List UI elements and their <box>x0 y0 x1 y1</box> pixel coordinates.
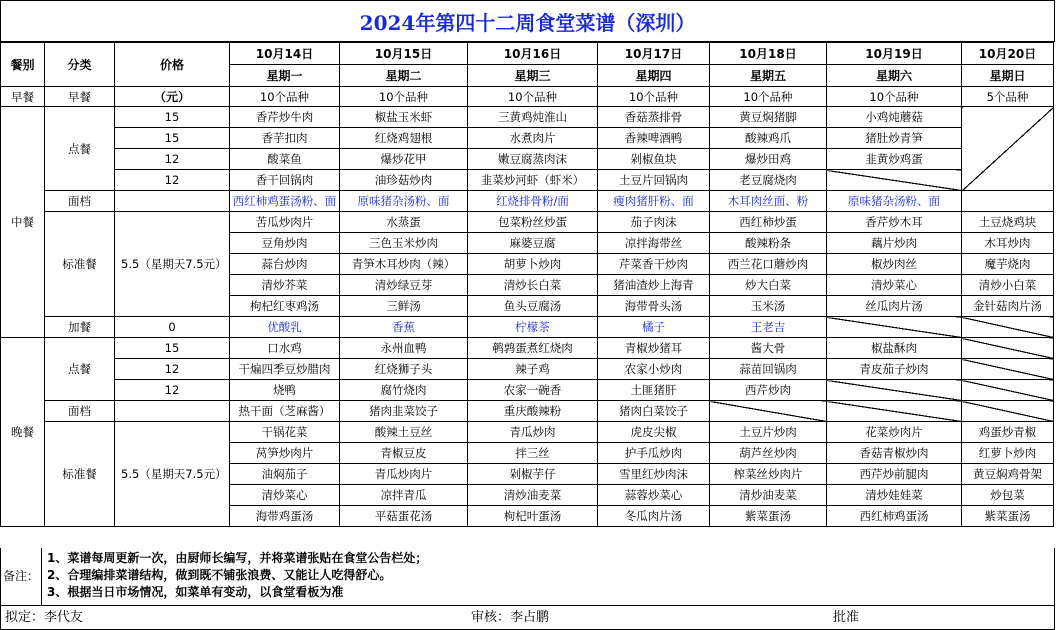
approved-by: 批准 <box>833 610 860 625</box>
dish-cell: 海带骨头汤 <box>598 296 710 317</box>
dish-cell: 清炒油麦菜 <box>710 485 827 506</box>
page-title: 2024年第四十二周食堂菜谱（深圳） <box>0 0 1055 42</box>
dish-cell: 土豆片回锅肉 <box>598 170 710 191</box>
dish-cell: 酱大骨 <box>710 338 827 359</box>
dish-cell: 三黄鸡炖淮山 <box>468 107 598 128</box>
noodle-dish: 热干面（芝麻酱） <box>230 401 340 422</box>
empty-slash <box>827 170 962 191</box>
dish-cell: 红烧鸡翅根 <box>340 128 468 149</box>
dish-cell: 香菇青椒炒肉 <box>827 443 962 464</box>
dish-cell: 鹌鹑蛋煮红烧肉 <box>468 338 598 359</box>
header-weekday: 星期日 <box>962 65 1054 87</box>
dish-cell: 枸杞叶蛋汤 <box>468 506 598 527</box>
dish-cell: 凉拌青瓜 <box>340 485 468 506</box>
dish-cell: 红萝卜炒肉 <box>962 443 1054 464</box>
meal-dinner: 晚餐 <box>1 338 45 527</box>
dish-cell: 木耳炒肉 <box>962 233 1054 254</box>
dish-cell: 黄豆焖鸡骨架 <box>962 464 1054 485</box>
dish-cell: 嫩豆腐蒸肉沫 <box>468 149 598 170</box>
dish-cell: 老豆腐烧肉 <box>710 170 827 191</box>
dish-cell: 清炒菜心 <box>827 275 962 296</box>
dish-cell: 土匪猪肝 <box>598 380 710 401</box>
dish-cell: 西芹炒前腿肉 <box>827 464 962 485</box>
breakfast-item: 10个品种 <box>468 87 598 107</box>
dish-cell: 农家小炒肉 <box>598 359 710 380</box>
empty-slash <box>962 107 1054 191</box>
dish-cell: 炒包菜 <box>962 485 1054 506</box>
header-date: 10月15日 <box>340 43 468 65</box>
empty-slash <box>827 401 962 422</box>
header-meal: 餐别 <box>1 43 45 87</box>
dish-cell: 清炒油麦菜 <box>468 485 598 506</box>
dish-cell: 包菜粉丝炒蛋 <box>468 212 598 233</box>
noodle-dish: 猪肉白菜饺子 <box>598 401 710 422</box>
meal-breakfast: 早餐 <box>1 87 45 107</box>
header-weekday: 星期二 <box>340 65 468 87</box>
empty-slash <box>710 401 827 422</box>
price-cell <box>115 191 230 212</box>
dish-cell: 椒炒肉丝 <box>827 254 962 275</box>
empty-slash <box>827 380 962 401</box>
dish-cell: 莴笋炒肉片 <box>230 443 340 464</box>
dish-cell: 金针菇肉片汤 <box>962 296 1054 317</box>
dish-cell: 椒盐酥肉 <box>827 338 962 359</box>
dish-cell: 青笋木耳炒肉（辣） <box>340 254 468 275</box>
dish-cell: 雪里红炒肉沫 <box>598 464 710 485</box>
dish-cell: 紫菜蛋汤 <box>710 506 827 527</box>
dish-cell: 香芹炒牛肉 <box>230 107 340 128</box>
breakfast-item: 5个品种 <box>962 87 1054 107</box>
dish-cell: 剁椒鱼块 <box>598 149 710 170</box>
dish-cell: 鱼头豆腐汤 <box>468 296 598 317</box>
note-line: 2、合理编排菜谱结构，做到既不铺张浪费、又能让人吃得舒心。 <box>47 568 392 582</box>
notes-label: 备注： <box>1 548 42 605</box>
notes-box <box>0 548 1055 606</box>
dish-cell: 鸡蛋炒青椒 <box>962 422 1054 443</box>
category-breakfast: 早餐 <box>45 87 115 107</box>
dish-cell: 青瓜炒肉片 <box>340 464 468 485</box>
reviewed-by: 审核：李占鹏 <box>471 610 550 625</box>
breakfast-item: 10个品种 <box>598 87 710 107</box>
noodle-dish: 瘦肉猪肝粉、面 <box>598 191 710 212</box>
price-cell: 12 <box>115 149 230 170</box>
dish-cell: 西红柿鸡蛋汤 <box>827 506 962 527</box>
price-cell <box>115 401 230 422</box>
dish-cell: 冬瓜肉片汤 <box>598 506 710 527</box>
dish-cell: 清炒芥菜 <box>230 275 340 296</box>
empty-slash <box>962 359 1054 380</box>
dish-cell: 花菜炒肉片 <box>827 422 962 443</box>
empty-slash <box>962 338 1054 359</box>
noodle-dish: 西红柿鸡蛋汤粉、面 <box>230 191 340 212</box>
dish-cell: 土豆烧鸡块 <box>962 212 1054 233</box>
dish-cell: 虎皮尖椒 <box>598 422 710 443</box>
category-order: 点餐 <box>45 107 115 191</box>
dish-cell: 农家一碗香 <box>468 380 598 401</box>
dish-cell: 猪肚炒青笋 <box>827 128 962 149</box>
extra-item: 王老吉 <box>710 317 827 338</box>
dish-cell: 烧鸭 <box>230 380 340 401</box>
dish-cell: 玉米汤 <box>710 296 827 317</box>
dish-cell: 香辣啤酒鸭 <box>598 128 710 149</box>
header-category: 分类 <box>45 43 115 87</box>
dish-cell: 永州血鸭 <box>340 338 468 359</box>
dish-cell: 酸辣鸡爪 <box>710 128 827 149</box>
breakfast-item: 10个品种 <box>230 87 340 107</box>
standard-price: 5.5（星期天7.5元） <box>115 212 230 317</box>
dish-cell: 西兰花口蘑炒肉 <box>710 254 827 275</box>
dish-cell: 香芹炒木耳 <box>827 212 962 233</box>
header-date: 10月17日 <box>598 43 710 65</box>
dish-cell: 小鸡炖蘑菇 <box>827 107 962 128</box>
dish-cell: 口水鸡 <box>230 338 340 359</box>
dish-cell: 油珍菇炒肉 <box>340 170 468 191</box>
noodle-dish: 红烧排骨粉/面 <box>468 191 598 212</box>
dish-cell: 西芹炒肉 <box>710 380 827 401</box>
dish-cell: 三鲜汤 <box>340 296 468 317</box>
breakfast-item: 10个品种 <box>710 87 827 107</box>
dish-cell: 榨菜丝炒肉片 <box>710 464 827 485</box>
dish-cell: 拌三丝 <box>468 443 598 464</box>
dish-cell: 青椒炒猪耳 <box>598 338 710 359</box>
dish-cell: 剁椒芋仔 <box>468 464 598 485</box>
dish-cell: 油焖茄子 <box>230 464 340 485</box>
dish-cell: 海带鸡蛋汤 <box>230 506 340 527</box>
dish-cell: 清炒菜心 <box>230 485 340 506</box>
header-weekday: 星期六 <box>827 65 962 87</box>
price-unit: （元） <box>115 87 230 107</box>
empty-slash <box>962 401 1054 422</box>
dish-cell: 葫芦丝炒肉 <box>710 443 827 464</box>
signature-bar <box>0 606 1055 630</box>
category-standard: 标准餐 <box>45 422 115 527</box>
standard-price: 5.5（星期天7.5元） <box>115 422 230 527</box>
header-weekday: 星期四 <box>598 65 710 87</box>
noodle-dish: 木耳肉丝面、粉 <box>710 191 827 212</box>
dish-cell: 辣子鸡 <box>468 359 598 380</box>
dish-cell: 胡萝卜炒肉 <box>468 254 598 275</box>
dish-cell: 土豆片炒肉 <box>710 422 827 443</box>
dish-cell: 干锅花菜 <box>230 422 340 443</box>
dish-cell: 西红柿炒蛋 <box>710 212 827 233</box>
category-noodle: 面档 <box>45 401 115 422</box>
price-cell: 12 <box>115 359 230 380</box>
header-date: 10月20日 <box>962 43 1054 65</box>
price-cell: 12 <box>115 380 230 401</box>
dish-cell: 凉拌海带丝 <box>598 233 710 254</box>
noodle-dish: 重庆酸辣粉 <box>468 401 598 422</box>
dish-cell: 酸辣土豆丝 <box>340 422 468 443</box>
header-weekday: 星期三 <box>468 65 598 87</box>
breakfast-item: 10个品种 <box>827 87 962 107</box>
extra-item: 优酸乳 <box>230 317 340 338</box>
dish-cell: 炒大白菜 <box>710 275 827 296</box>
dish-cell: 清炒绿豆芽 <box>340 275 468 296</box>
dish-cell: 酸辣粉条 <box>710 233 827 254</box>
extra-item: 香蕉 <box>340 317 468 338</box>
header-weekday: 星期一 <box>230 65 340 87</box>
dish-cell: 芹菜香干炒肉 <box>598 254 710 275</box>
header-weekday: 星期五 <box>710 65 827 87</box>
dish-cell: 紫菜蛋汤 <box>962 506 1054 527</box>
header-price: 价格 <box>115 43 230 87</box>
dish-cell: 爆炒花甲 <box>340 149 468 170</box>
drafted-by: 拟定：李代友 <box>5 610 84 625</box>
dish-cell: 香菇蒸排骨 <box>598 107 710 128</box>
dish-cell: 蒜苗回锅肉 <box>710 359 827 380</box>
dish-cell: 香芋扣肉 <box>230 128 340 149</box>
noodle-dish: 原味猪杂汤粉、面 <box>827 191 962 212</box>
note-line: 1、菜谱每周更新一次，由厨师长编写，并将菜谱张贴在食堂公告栏处； <box>47 551 428 565</box>
dish-cell: 椒盐玉米虾 <box>340 107 468 128</box>
price-cell: 15 <box>115 128 230 149</box>
dish-cell: 红烧狮子头 <box>340 359 468 380</box>
dish-cell: 枸杞红枣鸡汤 <box>230 296 340 317</box>
dish-cell: 丝瓜肉片汤 <box>827 296 962 317</box>
category-standard: 标准餐 <box>45 212 115 317</box>
dish-cell: 爆炒田鸡 <box>710 149 827 170</box>
noodle-dish: 原味猪杂汤粉、面 <box>340 191 468 212</box>
dish-cell: 香干回锅肉 <box>230 170 340 191</box>
price-cell: 15 <box>115 107 230 128</box>
header-date: 10月16日 <box>468 43 598 65</box>
dish-cell: 护手瓜炒肉 <box>598 443 710 464</box>
dish-cell: 腐竹烧肉 <box>340 380 468 401</box>
dish-cell: 青椒豆皮 <box>340 443 468 464</box>
dish-cell: 三色玉米炒肉 <box>340 233 468 254</box>
empty-slash <box>962 380 1054 401</box>
category-noodle: 面档 <box>45 191 115 212</box>
dish-cell: 猪油渣炒上海青 <box>598 275 710 296</box>
dish-cell: 平菇蛋花汤 <box>340 506 468 527</box>
dish-cell: 黄豆焖猪脚 <box>710 107 827 128</box>
extra-item: 橘子 <box>598 317 710 338</box>
dish-cell: 茄子肉沫 <box>598 212 710 233</box>
dish-cell: 清炒小白菜 <box>962 275 1054 296</box>
price-cell: 0 <box>115 317 230 338</box>
dish-cell: 清炒娃娃菜 <box>827 485 962 506</box>
dish-cell: 豆角炒肉 <box>230 233 340 254</box>
empty-cell <box>962 191 1054 212</box>
dish-cell: 水煮肉片 <box>468 128 598 149</box>
dish-cell: 苦瓜炒肉片 <box>230 212 340 233</box>
dish-cell: 魔芋烧肉 <box>962 254 1054 275</box>
dish-cell: 青瓜炒肉 <box>468 422 598 443</box>
dish-cell: 蒜台炒肉 <box>230 254 340 275</box>
category-order: 点餐 <box>45 338 115 401</box>
dish-cell: 藕片炒肉 <box>827 233 962 254</box>
menu-table <box>0 42 1054 527</box>
header-date: 10月19日 <box>827 43 962 65</box>
dish-cell: 蒜蓉炒菜心 <box>598 485 710 506</box>
price-cell: 15 <box>115 338 230 359</box>
meal-lunch: 中餐 <box>1 107 45 338</box>
extra-item: 柠檬茶 <box>468 317 598 338</box>
dish-cell: 清炒长白菜 <box>468 275 598 296</box>
note-line: 3、根据当日市场情况，如菜单有变动，以食堂看板为准 <box>47 585 344 599</box>
empty-slash <box>827 317 962 338</box>
header-date: 10月18日 <box>710 43 827 65</box>
breakfast-item: 10个品种 <box>340 87 468 107</box>
dish-cell: 韭菜炒河虾（虾米） <box>468 170 598 191</box>
empty-slash <box>962 317 1054 338</box>
dish-cell: 水蒸蛋 <box>340 212 468 233</box>
dish-cell: 麻婆豆腐 <box>468 233 598 254</box>
noodle-dish: 猪肉韭菜饺子 <box>340 401 468 422</box>
dish-cell: 酸菜鱼 <box>230 149 340 170</box>
dish-cell: 干煸四季豆炒腊肉 <box>230 359 340 380</box>
header-date: 10月14日 <box>230 43 340 65</box>
category-extra: 加餐 <box>45 317 115 338</box>
price-cell: 12 <box>115 170 230 191</box>
dish-cell: 韭黄炒鸡蛋 <box>827 149 962 170</box>
dish-cell: 青皮茄子炒肉 <box>827 359 962 380</box>
